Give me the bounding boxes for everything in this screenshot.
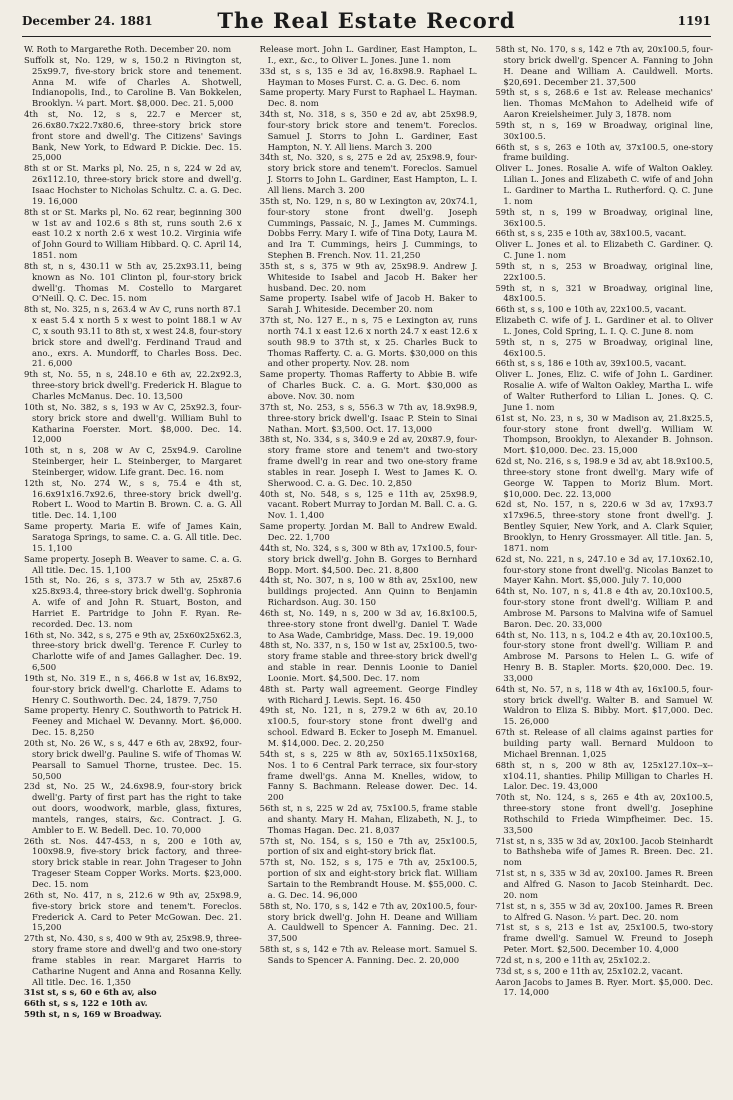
record-entry: 12th st, No. 274 W., s s, 75.4 e 4th st, 16.6x91x16.7x92.6, three-story brick dwell'g. Robert L. Wood to Martin B. Brown. C. a. G. All title. Dec. 14. 1,100: [24, 477, 245, 521]
record-entry: 66th st, s s, 100 e 10th av, 22x100.5, vacant.: [495, 304, 687, 315]
page-number: 1191: [677, 14, 711, 28]
record-entry: 73d st, s s, 200 e 11th av, 25x102.2, vacant.: [495, 965, 683, 976]
record-entry: 58th st, No. 170, s s, 142 e 7th av, 20x100.5, four-story brick dwell'g. John H. Deane and William A. Cauldwell to Spencer A. Fanning. Dec. 21. 37,500: [259, 900, 481, 944]
record-entry: 37th st, No. 127 E., n s, 75 e Lexington av, runs north 74.1 x east 12.6 x north 24.7 x east 12.6 x south 98.9 to 37th st, x 25. Charles Buck to Thomas Rafferty. C. a. G. Morts. $30,000 on this and other property. Nov. 28. nom: [259, 315, 481, 369]
record-entry: 8th st or St. Marks pl, No. 25, n s, 224 w 2d av, 26x112.10, three-story brick store and dwell'g. Isaac Hochster to Nicholas Schultz. C. a. G. Dec. 19. 16,000: [24, 163, 245, 206]
column-left: [24, 44, 245, 1094]
record-entry: 66th st, s s, 122 e 10th av.: [24, 998, 148, 1009]
record-entry: Same property. Thomas Rafferty to Abbie B. wife of Charles Buck. C. a. G. Mort. $30,000 as above. Nov. 30. nom: [259, 369, 481, 401]
record-entry: 49th st, No. 121, n s, 279.2 w 6th av, 20.10 x100.5, four-story stone front dwell'g and school. Edward B. Ecker to Joseph M. Emanuel. M. $14,000. Dec. 2. 20,250: [259, 705, 481, 748]
columns: [24, 44, 716, 1094]
record-entry: 8th st, n s, 430.11 w 5th av, 25.2x93.11, being known as No. 101 Clinton pl, four-story brick dwell'g. Thomas M. Costello to Margaret O'Neill. Q. C. Dec. 15. nom: [24, 260, 245, 304]
record-entry: 35th st, No. 129, n s, 80 w Lexington av, 20x74.1, four-story stone front dwell'g. Joseph Cummings, Passaic, N. J., James M. Cummings. Dobbs Ferry. Mary I. wife of Tina Doty, Laura M. and Ira T. Cummings, heirs J. Cummings, to Stephen B. French. Nov. 11. 21,250: [259, 195, 481, 261]
column-right: [495, 44, 716, 1094]
record-entry: 66th st, s s, 186 e 10th av, 39x100.5, vacant.: [495, 358, 687, 369]
record-entry: 59th st, n s, 199 w Broadway, original line, 36x100.5.: [495, 206, 716, 228]
header-date: December 24. 1881: [22, 14, 153, 28]
record-entry: 64th st, No. 113, n s, 104.2 e 4th av, 20.10x100.5, four-story stone front dwell'g. William P. and Ambrose M. Parsons to Helen L. G. wife of Henry B. B. Stapler. Morts. $20,000. Dec. 19. 33,000: [495, 629, 716, 683]
record-entry: 59th st, n s, 169 w Broadway.: [24, 1009, 162, 1020]
record-entry: Oliver L. Jones. Rosalie A. wife of Walton Oakley. Lilian L. Jones and Elizabeth C. wife of and John L. Gardiner to Martha L. Rutherford. Q. C. June 1. nom: [495, 163, 716, 206]
record-entry: 61st st, No. 23, n s, 30 w Madison av, 21.8x25.5, four-story stone front dwell'g. William W. Thompson, Brooklyn, to Alexander B. Johnson. Mort. $10,000. Dec. 23. 15,000: [495, 412, 716, 456]
record-entry: 72d st, n s, 200 e 11th av, 25x102.2.: [495, 954, 651, 965]
record-entry: 44th st, No. 307, n s, 100 w 8th av, 25x100, new buildings projected. Ann Quinn to Benjamin Richardson. Aug. 30. 150: [259, 575, 481, 608]
record-entry: 71st st, n s, 335 w 3d av, 20x100. James R. Breen and Alfred G. Nason to Jacob Steinhardt. Dec. 20. nom: [495, 868, 716, 900]
record-entry: 57th st, No. 154, s s, 150 e 7th av, 25x100.5, portion of six and eight-story brick flat.: [259, 835, 481, 857]
record-entry: 15th st, No. 26, s s, 373.7 w 5th av, 25x87.6 x25.8x93.4, three-story brick dwell'g. Sophronia A. wife of and John R. Stuart, Boston, and Harriet E. Partridge to John F. Ryan. Re-recorded. Dec. 13. nom: [24, 575, 245, 629]
record-entry: 62d st, No. 221, n s, 247.10 e 3d av, 17.10x62.10, four-story stone front dwell'g. Nicolas Banzet to Mayer Kahn. Mort. $5,000. July 7. 10,000: [495, 553, 716, 586]
record-entry: Suffolk st, No. 129, w s, 150.2 n Rivington st, 25x99.7, five-story brick store and tenement. Anna M. wife of Charles A. Shotwell, Indianopolis, Ind., to Caroline B. Van Bokkelen, Brooklyn. ¼ part. Mort. $8,000. Dec. 21. 5,000: [24, 54, 245, 109]
column-middle: [259, 44, 481, 1094]
record-entry: 37th st, No. 253, s s, 556.3 w 7th av, 18.9x98.9, three-story brick dwell'g. Isaac P. Stein to Sinai Nathan. Mort. $3,500. Oct. 17. 13,000: [259, 401, 481, 434]
record-entry: 62d st, No. 216, s s, 198.9 e 3d av, abt 18.9x100.5, three-story stone front dwell'g. Mary wife of George W. Tappen to Moriz Blum. Mort. $10,000. Dec. 22. 13,000: [495, 456, 716, 499]
record-entry: 68th st, n s, 200 w 8th av, 125x127.10x--x--x104.11, shanties. Philip Milligan to Charles H. Lalor. Dec. 19. 43,000: [495, 759, 716, 792]
record-entry: 26th st. Nos. 447-453, n s, 200 e 10th av, 100x98.9, five-story brick factory, and three-story brick stable in rear. John Trageser to John Trageser Steam Copper Works. Morts. $23,000. Dec. 15. nom: [24, 835, 245, 889]
record-entry: 33d st, s s, 135 e 3d av, 16.8x98.9. Raphael L. Hayman to Moses Furst. C. a. G. Dec. 6. nom: [259, 65, 481, 87]
record-entry: 26th st, No. 417, n s, 212.6 w 9th av, 25x98.9, five-story brick store and tenem't. Foreclos. Frederick A. Card to Peter McGowan. Dec. 21. 15,200: [24, 889, 245, 933]
record-entry: 71st st, n s, 335 w 3d av, 20x100. Jacob Steinhardt to Bathsheba wife of James R. Breen. Dec. 21. nom: [495, 835, 716, 868]
record-entry: 34th st, No. 318, s s, 350 e 2d av, abt 25x98.9, four-story brick store and tenem't. Foreclos. Samuel J. Storrs to John L. Gardiner, East Hampton, N. Y. All liens. March 3. 200: [259, 109, 481, 152]
publication-title: The Real Estate Record: [217, 8, 516, 33]
record-entry: 23d st, No. 25 W., 24.6x98.9, four-story brick dwell'g. Party of first part has the right to take out doors, woodwork, marble, glass, fixtures, mantels, ranges, stairs, &c. Contract. J. G. Ambler to E. W. Bedell. Dec. 10. 70,000: [24, 781, 245, 835]
record-entry: 56th st, n s, 225 w 2d av, 75x100.5, frame stable and shanty. Mary H. Mahan, Elizabeth, N. J., to Thomas Hagan. Dec. 21. 8,037: [259, 803, 481, 835]
record-entry: Oliver L. Jones, Eliz. C. wife of John L. Gardiner. Rosalie A. wife of Walton Oakley, Martha L. wife of Walter Rutherford to Lilian L. Jones. Q. C. June 1. nom: [495, 369, 716, 412]
record-entry: 59th st, n s, 169 w Broadway, original line, 30x100.5.: [495, 119, 716, 141]
record-entry: 4th st, No. 12, s s, 22.7 e Mercer st, 26.6x80.7x22.7x80.6, three-story brick store front store and dwell'g. The Citizens' Savings Bank, New York, to Edward P. Dickie. Dec. 15. 25,000: [24, 109, 245, 163]
record-entry: 59th st, s s, 268.6 e 1st av. Release mechanics' lien. Thomas McMahon to Adelheid wife of Aaron Kreielsheimer. July 3, 1878. nom: [495, 87, 716, 120]
record-entry: 59th st, n s, 275 w Broadway, original line, 46x100.5.: [495, 336, 716, 358]
record-entry: 64th st, No. 57, n s, 118 w 4th av, 16x100.5, four-story brick dwell'g. Walter B. and Samuel W. Waldron to Eliza S. Bibby. Mort. $17,000. Dec. 15. 26,000: [495, 683, 716, 727]
record-entry: 54th st, s s, 225 w 8th av, 50x165.11x50x168, Nos. 1 to 6 Central Park terrace, six four-story frame dwell'gs. Anna M. Knelles, widow, to Fanny S. Bachmann. Release dower. Dec. 14. 200: [259, 748, 481, 803]
record-entry: 66th st, s s, 235 e 10th av, 38x100.5, vacant.: [495, 228, 687, 239]
record-entry: 59th st, n s, 321 w Broadway, original line, 48x100.5.: [495, 282, 716, 304]
record-entry: 59th st, n s, 253 w Broadway, original line, 22x100.5.: [495, 260, 716, 282]
record-entry: 57th st, No. 152, s s, 175 e 7th av, 25x100.5, portion of six and eight-story brick flat. William Sartain to the Rembrandt House. M. $55,000. C. a. G. Dec. 14. 96,000: [259, 857, 481, 900]
record-entry: 31st st, s s, 60 e 6th av, also: [24, 987, 157, 998]
record-entry: Same property. Joseph B. Weaver to same. C. a. G. All title. Dec. 15. 1,100: [24, 553, 245, 575]
record-entry: 34th st, No. 320, s s, 275 e 2d av, 25x98.9, four-story brick store and tenem't. Foreclos. Samuel J. Storrs to John L. Gardiner, East Hampton, L. I. All liens. March 3. 200: [259, 152, 481, 195]
record-entry: 48th st. Party wall agreement. George Findley with Richard J. Lewis. Sept. 16. 450: [259, 683, 481, 705]
record-entry: Same property. Henry C. Southworth to Patrick H. Feeney and Michael W. Devanny. Mort. $6,000. Dec. 15. 8,250: [24, 705, 245, 738]
record-entry: 46th st, No. 149, n s, 200 w 3d av, 16.8x100.5, three-story stone front dwell'g. Daniel T. Wade to Asa Wade, Cambridge, Mass. Dec. 19. 19,000: [259, 607, 481, 640]
record-entry: 70th st, No. 124, s s, 265 e 4th av, 20x100.5, three-story stone front dwell'g. Josephine Rothschild to Frieda Wimpfheimer. Dec. 15. 33,500: [495, 792, 716, 835]
record-entry: Same property. Mary Furst to Raphael L. Hayman. Dec. 8. nom: [259, 87, 481, 109]
record-entry: Oliver L. Jones et al. to Elizabeth C. Gardiner. Q. C. June 1. nom: [495, 239, 716, 261]
record-entry: 71st st, n s, 355 w 3d av, 20x100. James R. Breen to Alfred G. Nason. ½ part. Dec. 20. nom: [495, 900, 716, 922]
record-entry: 66th st, s s, 263 e 10th av, 37x100.5, one-story frame building.: [495, 141, 716, 163]
record-entry: 9th st, No. 55, n s, 248.10 e 6th av, 22.2x92.3, three-story brick dwell'g. Frederick H. Blague to Charles McManus. Dec. 10. 13,500: [24, 369, 245, 401]
record-entry: 19th st, No. 319 E., n s, 466.8 w 1st av, 16.8x92, four-story brick dwell'g. Charlotte E. Adams to Henry C. Southworth. Dec. 24, 1879. 7,750: [24, 672, 245, 705]
record-entry: 64th st, No. 107, n s, 41.8 e 4th av, 20.10x100.5, four-story stone front dwell'g. William P. and Ambrose M. Parsons to Malvina wife of Samuel Baron. Dec. 20. 33,000: [495, 586, 716, 629]
record-entry: W. Roth to Margarethe Roth. December 20. nom: [24, 44, 232, 54]
page-header: [22, 6, 711, 37]
record-entry: 16th st, No. 342, s s, 275 e 9th av, 25x60x25x62.3, three-story brick dwell'g. Terence F. Curley to Charlotte wife of and James Gallagher. Dec. 19. 6,500: [24, 629, 245, 673]
record-entry: 8th st, No. 325, n s, 263.4 w Av C, runs north 87.1 x east 5.4 x north 5 x west to point 188.1 w Av C, x south 93.11 to 8th st, x west 24.8, four-story brick store and dwell'g. Ferdinand Traud and ano., exrs. A. Mundorff, to Charles Boss. Dec. 21. 6,000: [24, 304, 245, 369]
record-entry: Elizabeth C. wife of J. L. Gardiner et al. to Oliver L. Jones, Cold Spring, L. I. Q. C. June 8. nom: [495, 315, 716, 336]
record-entry: Same property. Isabel wife of Jacob H. Baker to Sarah J. Whiteside. December 20. nom: [259, 293, 481, 315]
record-entry: 10th st, n s, 208 w Av C, 25x94.9. Caroline Steinberger, heir L. Steinberger, to Margaret Steinberger, widow. Life grant. Dec. 16. nom: [24, 445, 245, 477]
record-entry: 10th st, No. 382, s s, 193 w Av C, 25x92.3, four-story brick store and dwell'g. William Buhl to Katharina Foerster. Mort. $8,000. Dec. 14. 12,000: [24, 401, 245, 445]
record-entry: 58th st, s s, 142 e 7th av. Release mort. Samuel S. Sands to Spencer A. Fanning. Dec. 2. 20,000: [259, 944, 481, 965]
record-entry: Release mort. John L. Gardiner, East Hampton, L. I., exr., &c., to Oliver L. Jones. June 1. nom: [259, 44, 481, 65]
record-entry: Same property. Jordan M. Ball to Andrew Ewald. Dec. 22. 1,700: [259, 521, 481, 542]
record-entry: 27th st, No. 430, s s, 400 w 9th av, 25x98.9, three-story frame store and dwell'g and two one-story frame stables in rear. Margaret Harris to Catharine Nugent and Anna and Rosanna Kelly. All title. Dec. 16. 1,350: [24, 933, 245, 987]
record-entry: 44th st, No. 324, s s, 300 w 8th av, 17x100.5, four-story brick dwell'g. John B. Gorges to Bernhard Bopp. Mort. $4,500. Dec. 21. 8,800: [259, 542, 481, 575]
record-entry: 58th st, No. 170, s s, 142 e 7th av, 20x100.5, four-story brick dwell'g. Spencer A. Fanning to John H. Deane and William A. Cauldwell. Morts. $20,691. December 21. 37,500: [495, 44, 716, 87]
record-entry: 71st st, s s, 213 e 1st av, 25x100.5, two-story frame dwell'g. Samuel W. Freund to Joseph Peter. Mort. $2,500. December 10. 4,000: [495, 922, 716, 955]
record-entry: 38th st, No. 334, s s, 340.9 e 2d av, 20x87.9, four-story frame store and tenem't and two-story frame dwell'g in rear and two one-story frame stables in rear. Joseph I. West to James K. O. Sherwood. C. a. G. Dec. 10. 2,850: [259, 434, 481, 488]
record-entry: Same property. Maria E. wife of James Kain, Saratoga Springs, to same. C. a. G. All title. Dec. 15. 1,100: [24, 521, 245, 553]
record-entry: 48th st, No. 337, n s, 150 w 1st av, 25x100.5, two-story frame stable and three-story brick dwell'g and stable in rear. Dennis Loonie to Daniel Loonie. Mort. $4,500. Dec. 17. nom: [259, 640, 481, 683]
record-entry: 35th st, s s, 375 w 9th av, 25x98.9. Andrew J. Whiteside to Isabel and Jacob H. Baker her husband. Dec. 20. nom: [259, 260, 481, 293]
record-entry: 62d st, No. 157, n s, 220.6 w 3d av, 17x93.7 x17x96.5, three-story stone front dwell'g. J. Bentley Squier, New York, and A. Clark Squier, Brooklyn, to Henry Grossmayer. All title. Jan. 5, 1871. nom: [495, 499, 716, 553]
record-entry: 8th st or St. Marks pl, No. 62 rear, beginning 300 w 1st av and 102.6 s 8th st, runs south 2.6 x east 10.2 x north 2.6 x west 10.2. Virginia wife of John Gourd to William Hibbard. Q. C. April 14, 1851. nom: [24, 206, 245, 261]
record-entry: 67th st. Release of all claims against parties for building party wall. Bernard Muldoon to Michael Brennan. 1,025: [495, 727, 716, 759]
record-entry: Aaron Jacobs to James B. Ryer. Mort. $5,000. Dec. 17. 14,000: [495, 976, 716, 998]
record-entry: 40th st, No. 548, s s, 125 e 11th av, 25x98.9, vacant. Robert Murray to Jordan M. Ball. C. a. G. Nov. 1. 1,400: [259, 488, 481, 521]
record-entry: 20th st, No. 26 W., s s, 447 e 6th av, 28x92, four-story brick dwell'g. Pauline S. wife of Thomas W. Pearsall to Samuel Thorne, trustee. Dec. 15. 50,500: [24, 738, 245, 781]
